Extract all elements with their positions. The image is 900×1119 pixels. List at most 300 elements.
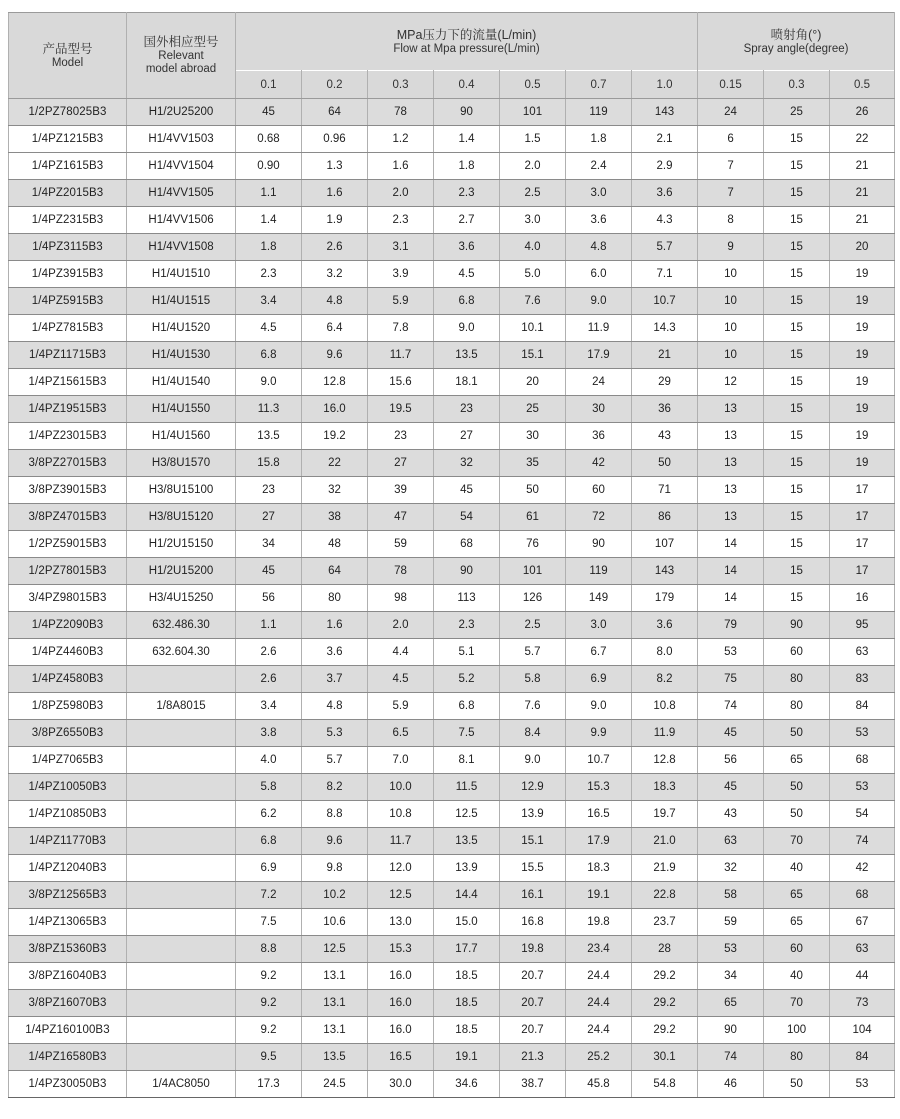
angle-cell: 10 xyxy=(698,342,764,369)
flow-cell: 10.7 xyxy=(566,747,632,774)
angle-cell: 10 xyxy=(698,315,764,342)
angle-cell: 65 xyxy=(764,747,830,774)
angle-cell: 17 xyxy=(830,504,895,531)
flow-cell: 14.4 xyxy=(434,882,500,909)
angle-cell: 19 xyxy=(830,261,895,288)
angle-cell: 44 xyxy=(830,963,895,990)
flow-cell: 2.9 xyxy=(632,153,698,180)
flow-cell: 12.8 xyxy=(632,747,698,774)
model-cell: 1/4PZ1215B3 xyxy=(9,126,127,153)
table-row xyxy=(9,423,895,450)
angle-cell: 50 xyxy=(764,801,830,828)
flow-cell: 3.0 xyxy=(500,207,566,234)
angle-cell: 63 xyxy=(698,828,764,855)
flow-cell: 29 xyxy=(632,369,698,396)
table-row xyxy=(9,558,895,585)
table-row xyxy=(9,180,895,207)
relevant-model-cell xyxy=(127,666,236,693)
flow-cell: 18.5 xyxy=(434,1017,500,1044)
flow-cell: 7.6 xyxy=(500,693,566,720)
flow-cell: 3.4 xyxy=(236,288,302,315)
flow-cell: 90 xyxy=(566,531,632,558)
angle-cell: 22 xyxy=(830,126,895,153)
flow-cell: 13.1 xyxy=(302,963,368,990)
flow-cell: 60 xyxy=(566,477,632,504)
relevant-model-cell xyxy=(127,882,236,909)
table-row xyxy=(9,342,895,369)
pressure-header-cell: 0.4 xyxy=(434,71,500,99)
table-row xyxy=(9,450,895,477)
relevant-model-cell: H1/4U1560 xyxy=(127,423,236,450)
angle-cell: 80 xyxy=(764,1044,830,1071)
angle-cell: 63 xyxy=(830,639,895,666)
flow-cell: 23.4 xyxy=(566,936,632,963)
flow-header xyxy=(236,13,698,71)
angle-cell: 15 xyxy=(764,558,830,585)
table-row xyxy=(9,531,895,558)
relevant-model-cell xyxy=(127,963,236,990)
flow-cell: 6.9 xyxy=(236,855,302,882)
flow-cell: 4.0 xyxy=(500,234,566,261)
spray-header-en: Spray angle(degree) xyxy=(743,42,849,55)
angle-cell: 100 xyxy=(764,1017,830,1044)
flow-cell: 9.2 xyxy=(236,990,302,1017)
table-row xyxy=(9,774,895,801)
flow-cell: 6.7 xyxy=(566,639,632,666)
relevant-model-cell: H1/2U25200 xyxy=(127,99,236,126)
angle-cell: 15 xyxy=(764,504,830,531)
flow-cell: 0.90 xyxy=(236,153,302,180)
relevant-model-cell: H1/4VV1505 xyxy=(127,180,236,207)
flow-cell: 38.7 xyxy=(500,1071,566,1098)
flow-cell: 47 xyxy=(368,504,434,531)
table-row xyxy=(9,234,895,261)
flow-cell: 107 xyxy=(632,531,698,558)
angle-cell: 56 xyxy=(698,747,764,774)
angle-cell: 19 xyxy=(830,288,895,315)
flow-cell: 7.8 xyxy=(368,315,434,342)
angle-cell: 13 xyxy=(698,396,764,423)
flow-header-en: Flow at Mpa pressure(L/min) xyxy=(393,42,540,55)
flow-cell: 1.8 xyxy=(434,153,500,180)
flow-cell: 13.5 xyxy=(236,423,302,450)
flow-cell: 23.7 xyxy=(632,909,698,936)
angle-cell: 15 xyxy=(764,126,830,153)
relevant-header-zh: 国外相应型号 xyxy=(143,35,219,49)
flow-cell: 3.0 xyxy=(566,612,632,639)
flow-cell: 3.8 xyxy=(236,720,302,747)
model-cell: 1/2PZ59015B3 xyxy=(9,531,127,558)
flow-cell: 8.8 xyxy=(302,801,368,828)
table-row xyxy=(9,1071,895,1098)
flow-cell: 19.2 xyxy=(302,423,368,450)
flow-cell: 2.3 xyxy=(368,207,434,234)
relevant-model-cell: 1/8A8015 xyxy=(127,693,236,720)
flow-cell: 15.6 xyxy=(368,369,434,396)
flow-cell: 43 xyxy=(632,423,698,450)
flow-cell: 13.9 xyxy=(500,801,566,828)
flow-header-zh: MPa压力下的流量(L/min) xyxy=(396,27,537,42)
flow-cell: 15.3 xyxy=(566,774,632,801)
flow-cell: 13.1 xyxy=(302,990,368,1017)
relevant-model-cell: H1/4U1550 xyxy=(127,396,236,423)
flow-cell: 21 xyxy=(632,342,698,369)
model-cell: 1/8PZ5980B3 xyxy=(9,693,127,720)
table-row xyxy=(9,720,895,747)
model-cell: 1/4PZ10850B3 xyxy=(9,801,127,828)
flow-cell: 12.5 xyxy=(368,882,434,909)
spray-angle-header xyxy=(698,13,895,71)
flow-cell: 38 xyxy=(302,504,368,531)
flow-cell: 24.4 xyxy=(566,990,632,1017)
table-row xyxy=(9,612,895,639)
model-cell: 3/8PZ12565B3 xyxy=(9,882,127,909)
flow-cell: 16.5 xyxy=(368,1044,434,1071)
flow-cell: 19.8 xyxy=(566,909,632,936)
angle-cell: 84 xyxy=(830,1044,895,1071)
flow-cell: 8.4 xyxy=(500,720,566,747)
flow-cell: 12.8 xyxy=(302,369,368,396)
flow-cell: 1.6 xyxy=(368,153,434,180)
angle-cell: 15 xyxy=(764,450,830,477)
table-row xyxy=(9,882,895,909)
angle-cell: 67 xyxy=(830,909,895,936)
model-cell: 1/4PZ5915B3 xyxy=(9,288,127,315)
flow-cell: 3.6 xyxy=(566,207,632,234)
relevant-header-en-line1: Relevant xyxy=(158,50,204,62)
flow-cell: 45 xyxy=(434,477,500,504)
angle-cell: 90 xyxy=(764,612,830,639)
table-row xyxy=(9,666,895,693)
flow-cell: 25.2 xyxy=(566,1044,632,1071)
relevant-model-cell xyxy=(127,936,236,963)
angle-cell: 68 xyxy=(830,882,895,909)
flow-cell: 18.5 xyxy=(434,990,500,1017)
table-row xyxy=(9,99,895,126)
model-cell: 1/4PZ1615B3 xyxy=(9,153,127,180)
flow-cell: 27 xyxy=(434,423,500,450)
flow-cell: 5.8 xyxy=(500,666,566,693)
flow-cell: 9.2 xyxy=(236,963,302,990)
flow-cell: 54 xyxy=(434,504,500,531)
angle-cell: 43 xyxy=(698,801,764,828)
table-row xyxy=(9,126,895,153)
flow-cell: 24 xyxy=(566,369,632,396)
flow-cell: 12.5 xyxy=(302,936,368,963)
angle-cell: 6 xyxy=(698,126,764,153)
flow-cell: 2.0 xyxy=(368,612,434,639)
relevant-model-cell: H1/4VV1504 xyxy=(127,153,236,180)
model-cell: 1/2PZ78015B3 xyxy=(9,558,127,585)
angle-cell: 75 xyxy=(698,666,764,693)
angle-cell: 53 xyxy=(698,639,764,666)
flow-cell: 78 xyxy=(368,558,434,585)
flow-cell: 56 xyxy=(236,585,302,612)
flow-cell: 13.5 xyxy=(434,828,500,855)
model-cell: 1/4PZ2315B3 xyxy=(9,207,127,234)
flow-cell: 179 xyxy=(632,585,698,612)
relevant-model-cell xyxy=(127,990,236,1017)
flow-cell: 5.3 xyxy=(302,720,368,747)
model-cell: 1/4PZ7065B3 xyxy=(9,747,127,774)
flow-cell: 98 xyxy=(368,585,434,612)
flow-cell: 2.0 xyxy=(368,180,434,207)
model-header xyxy=(9,13,127,99)
flow-cell: 29.2 xyxy=(632,963,698,990)
relevant-model-cell: H1/2U15200 xyxy=(127,558,236,585)
angle-cell: 16 xyxy=(830,585,895,612)
angle-cell: 15 xyxy=(764,396,830,423)
flow-cell: 7.2 xyxy=(236,882,302,909)
flow-cell: 4.8 xyxy=(302,693,368,720)
model-cell: 3/8PZ16040B3 xyxy=(9,963,127,990)
flow-cell: 13.0 xyxy=(368,909,434,936)
flow-cell: 4.3 xyxy=(632,207,698,234)
flow-cell: 20 xyxy=(500,369,566,396)
flow-cell: 21.0 xyxy=(632,828,698,855)
model-cell: 1/4PZ30050B3 xyxy=(9,1071,127,1098)
angle-cell: 70 xyxy=(764,828,830,855)
flow-cell: 2.5 xyxy=(500,180,566,207)
flow-cell: 13.5 xyxy=(434,342,500,369)
flow-cell: 1.5 xyxy=(500,126,566,153)
angle-cell: 15 xyxy=(764,180,830,207)
angle-cell: 63 xyxy=(830,936,895,963)
angle-cell: 60 xyxy=(764,639,830,666)
pressure-header-cell: 1.0 xyxy=(632,71,698,99)
flow-cell: 90 xyxy=(434,99,500,126)
relevant-model-cell: 632.486.30 xyxy=(127,612,236,639)
table-row xyxy=(9,261,895,288)
flow-cell: 9.0 xyxy=(566,693,632,720)
table-row xyxy=(9,909,895,936)
relevant-model-cell xyxy=(127,1017,236,1044)
angle-cell: 19 xyxy=(830,423,895,450)
flow-cell: 24.5 xyxy=(302,1071,368,1098)
flow-cell: 5.1 xyxy=(434,639,500,666)
relevant-model-cell: H1/4U1520 xyxy=(127,315,236,342)
flow-cell: 10.7 xyxy=(632,288,698,315)
flow-cell: 48 xyxy=(302,531,368,558)
flow-cell: 11.9 xyxy=(566,315,632,342)
flow-cell: 1.6 xyxy=(302,612,368,639)
flow-cell: 9.6 xyxy=(302,342,368,369)
angle-cell: 13 xyxy=(698,423,764,450)
table-row xyxy=(9,747,895,774)
angle-pressure-header-cell: 0.5 xyxy=(830,71,895,99)
flow-cell: 18.3 xyxy=(632,774,698,801)
angle-cell: 104 xyxy=(830,1017,895,1044)
model-cell: 1/4PZ4460B3 xyxy=(9,639,127,666)
flow-cell: 1.8 xyxy=(566,126,632,153)
flow-cell: 6.0 xyxy=(566,261,632,288)
flow-cell: 10.1 xyxy=(500,315,566,342)
pressure-header-cell: 0.2 xyxy=(302,71,368,99)
angle-cell: 12 xyxy=(698,369,764,396)
angle-cell: 9 xyxy=(698,234,764,261)
flow-cell: 7.5 xyxy=(434,720,500,747)
flow-cell: 30.0 xyxy=(368,1071,434,1098)
flow-cell: 25 xyxy=(500,396,566,423)
angle-cell: 32 xyxy=(698,855,764,882)
flow-cell: 32 xyxy=(302,477,368,504)
flow-cell: 119 xyxy=(566,558,632,585)
flow-cell: 1.1 xyxy=(236,612,302,639)
angle-cell: 53 xyxy=(830,1071,895,1098)
flow-cell: 2.0 xyxy=(500,153,566,180)
flow-cell: 101 xyxy=(500,99,566,126)
flow-cell: 11.7 xyxy=(368,828,434,855)
angle-cell: 15 xyxy=(764,234,830,261)
flow-cell: 9.5 xyxy=(236,1044,302,1071)
flow-cell: 5.2 xyxy=(434,666,500,693)
flow-cell: 7.5 xyxy=(236,909,302,936)
flow-cell: 17.9 xyxy=(566,342,632,369)
flow-cell: 16.0 xyxy=(368,963,434,990)
model-cell: 3/8PZ47015B3 xyxy=(9,504,127,531)
angle-cell: 80 xyxy=(764,693,830,720)
relevant-model-cell: H3/4U15250 xyxy=(127,585,236,612)
angle-cell: 14 xyxy=(698,531,764,558)
flow-cell: 1.4 xyxy=(236,207,302,234)
pressure-header-cell: 0.7 xyxy=(566,71,632,99)
table-row xyxy=(9,801,895,828)
angle-cell: 46 xyxy=(698,1071,764,1098)
table-row xyxy=(9,207,895,234)
pressure-header-cell: 0.3 xyxy=(368,71,434,99)
model-cell: 3/8PZ16070B3 xyxy=(9,990,127,1017)
flow-cell: 1.6 xyxy=(302,180,368,207)
relevant-model-cell xyxy=(127,909,236,936)
relevant-model-cell xyxy=(127,1044,236,1071)
flow-cell: 11.7 xyxy=(368,342,434,369)
flow-cell: 6.8 xyxy=(434,288,500,315)
flow-cell: 39 xyxy=(368,477,434,504)
flow-cell: 3.6 xyxy=(302,639,368,666)
flow-cell: 21.9 xyxy=(632,855,698,882)
spray-header-zh: 喷射角(°) xyxy=(770,27,822,42)
flow-cell: 3.2 xyxy=(302,261,368,288)
model-cell: 1/4PZ13065B3 xyxy=(9,909,127,936)
flow-cell: 36 xyxy=(632,396,698,423)
pressure-header-cell: 0.1 xyxy=(236,71,302,99)
flow-cell: 22.8 xyxy=(632,882,698,909)
flow-cell: 24.4 xyxy=(566,1017,632,1044)
flow-cell: 12.9 xyxy=(500,774,566,801)
model-cell: 1/4PZ11715B3 xyxy=(9,342,127,369)
flow-cell: 5.7 xyxy=(302,747,368,774)
angle-cell: 26 xyxy=(830,99,895,126)
angle-cell: 13 xyxy=(698,450,764,477)
angle-cell: 21 xyxy=(830,180,895,207)
flow-cell: 15.5 xyxy=(500,855,566,882)
angle-cell: 50 xyxy=(764,720,830,747)
relevant-model-cell: H1/4VV1508 xyxy=(127,234,236,261)
flow-cell: 2.6 xyxy=(236,666,302,693)
flow-cell: 35 xyxy=(500,450,566,477)
flow-cell: 36 xyxy=(566,423,632,450)
flow-cell: 8.8 xyxy=(236,936,302,963)
flow-cell: 2.3 xyxy=(236,261,302,288)
angle-cell: 70 xyxy=(764,990,830,1017)
flow-cell: 30 xyxy=(566,396,632,423)
angle-cell: 79 xyxy=(698,612,764,639)
angle-cell: 45 xyxy=(698,720,764,747)
angle-cell: 10 xyxy=(698,288,764,315)
flow-cell: 15.1 xyxy=(500,342,566,369)
angle-cell: 95 xyxy=(830,612,895,639)
flow-cell: 7.1 xyxy=(632,261,698,288)
table-row xyxy=(9,315,895,342)
flow-cell: 4.5 xyxy=(368,666,434,693)
angle-cell: 13 xyxy=(698,477,764,504)
flow-cell: 18.5 xyxy=(434,963,500,990)
flow-cell: 64 xyxy=(302,99,368,126)
flow-cell: 1.3 xyxy=(302,153,368,180)
angle-cell: 90 xyxy=(698,1017,764,1044)
flow-cell: 12.0 xyxy=(368,855,434,882)
flow-cell: 0.68 xyxy=(236,126,302,153)
angle-cell: 74 xyxy=(698,1044,764,1071)
angle-cell: 25 xyxy=(764,99,830,126)
table-row xyxy=(9,639,895,666)
flow-cell: 5.8 xyxy=(236,774,302,801)
angle-cell: 17 xyxy=(830,558,895,585)
angle-cell: 19 xyxy=(830,342,895,369)
model-cell: 1/4PZ19515B3 xyxy=(9,396,127,423)
flow-cell: 9.9 xyxy=(566,720,632,747)
flow-cell: 23 xyxy=(434,396,500,423)
angle-cell: 14 xyxy=(698,558,764,585)
flow-cell: 1.9 xyxy=(302,207,368,234)
flow-cell: 5.0 xyxy=(500,261,566,288)
relevant-model-cell: H3/8U15100 xyxy=(127,477,236,504)
flow-cell: 20.7 xyxy=(500,990,566,1017)
angle-cell: 58 xyxy=(698,882,764,909)
flow-cell: 19.8 xyxy=(500,936,566,963)
flow-cell: 11.3 xyxy=(236,396,302,423)
flow-cell: 9.8 xyxy=(302,855,368,882)
flow-cell: 5.7 xyxy=(632,234,698,261)
angle-cell: 53 xyxy=(698,936,764,963)
angle-cell: 53 xyxy=(830,720,895,747)
flow-cell: 64 xyxy=(302,558,368,585)
flow-cell: 68 xyxy=(434,531,500,558)
table-row xyxy=(9,828,895,855)
model-cell: 1/4PZ10050B3 xyxy=(9,774,127,801)
flow-cell: 30.1 xyxy=(632,1044,698,1071)
flow-cell: 2.5 xyxy=(500,612,566,639)
table-row xyxy=(9,153,895,180)
angle-cell: 74 xyxy=(698,693,764,720)
angle-pressure-header-cell: 0.15 xyxy=(698,71,764,99)
flow-cell: 3.4 xyxy=(236,693,302,720)
angle-cell: 74 xyxy=(830,828,895,855)
angle-cell: 40 xyxy=(764,963,830,990)
flow-cell: 6.4 xyxy=(302,315,368,342)
flow-cell: 2.3 xyxy=(434,180,500,207)
model-cell: 1/4PZ15615B3 xyxy=(9,369,127,396)
flow-cell: 29.2 xyxy=(632,990,698,1017)
relevant-model-cell: H1/4VV1503 xyxy=(127,126,236,153)
flow-cell: 6.9 xyxy=(566,666,632,693)
flow-cell: 7.0 xyxy=(368,747,434,774)
model-cell: 1/4PZ16580B3 xyxy=(9,1044,127,1071)
flow-cell: 86 xyxy=(632,504,698,531)
flow-cell: 143 xyxy=(632,99,698,126)
flow-cell: 9.6 xyxy=(302,828,368,855)
flow-cell: 2.7 xyxy=(434,207,500,234)
